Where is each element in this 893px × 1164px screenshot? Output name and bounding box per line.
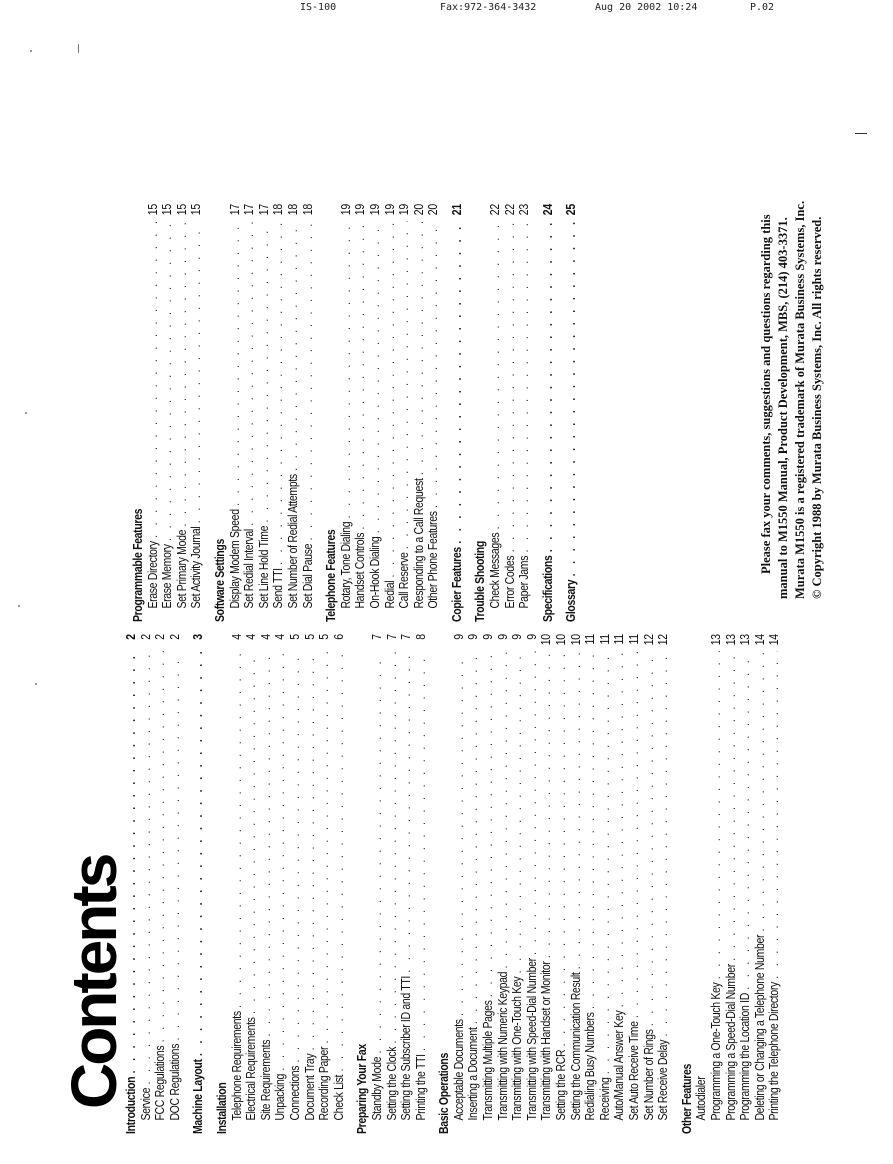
toc-page-number: 24: [540, 204, 555, 216]
toc-entry-title: Set Number of Redial Attempts: [285, 474, 300, 609]
toc-page-number: 17: [256, 204, 271, 216]
toc-entry: [339, 204, 354, 622]
toc-entry: [273, 634, 288, 1134]
toc-entry: [510, 634, 525, 1134]
toc-entry: [694, 634, 709, 1134]
toc-entry-title: Check List: [331, 1074, 346, 1121]
toc-dot-leader: [244, 651, 259, 1014]
toc-entry: [228, 204, 243, 622]
toc-dot-leader: [257, 221, 272, 523]
toc-entry: [368, 204, 383, 622]
toc-entry-title: Service: [138, 1087, 153, 1121]
toc-entry: [466, 634, 481, 1134]
toc-entry: [656, 634, 671, 1134]
toc-entry: [160, 204, 175, 622]
toc-entry: [385, 634, 400, 1134]
toc-entry: [414, 634, 429, 1134]
toc-entry-title: Glossary: [564, 579, 579, 622]
toc-page-number: 19: [367, 204, 382, 216]
toc-entry-title: Erase Memory: [160, 544, 175, 609]
toc-entry-title: On-Hook Dialing: [367, 536, 382, 609]
toc-entry: [189, 204, 204, 622]
toc-page-number: 7: [399, 634, 414, 640]
toc-entry: [288, 634, 303, 1134]
toc-dot-leader: [767, 651, 782, 979]
toc-page-number: 10: [568, 634, 583, 646]
toc-dot-leader: [228, 221, 243, 506]
toc-dot-leader: [353, 221, 368, 529]
toc-section-heading: [437, 634, 452, 1134]
fax-number: Fax:972-364-3432: [440, 2, 537, 13]
toc-entry-title: Inserting a Document: [466, 1027, 481, 1121]
toc-section-heading: [324, 204, 339, 622]
toc-page-number: 25: [564, 204, 579, 216]
toc-entry: [383, 204, 398, 622]
toc-left-column: [124, 634, 782, 1134]
toc-page-number: 11: [597, 634, 612, 645]
toc-entry-title: Auto/Manual Answer Key: [612, 1010, 627, 1121]
toc-dot-leader: [242, 221, 257, 526]
toc-entry: [426, 204, 441, 622]
toc-page-number: 18: [271, 204, 286, 216]
toc-dot-leader: [564, 221, 579, 576]
toc-entry: [709, 634, 724, 1134]
toc-entry-title: Transmitting with One-Touch Key: [510, 976, 525, 1121]
notice-line: Please fax your comments, suggestions and questions regarding this: [759, 214, 773, 574]
toc-dot-leader: [709, 651, 724, 979]
toc-dot-leader: [160, 221, 175, 541]
toc-entry-title: Telephone Requirements: [229, 1011, 244, 1121]
toc-entry-title: Introduction: [124, 1076, 138, 1134]
toc-entry-title: Trouble Shooting: [473, 541, 488, 622]
toc-entry: [397, 204, 412, 622]
toc-page-number: 15: [174, 204, 189, 216]
toc-entry: [767, 634, 782, 1134]
toc-dot-leader: [517, 221, 532, 553]
toc-entry-title: Electrical Requirements: [244, 1017, 259, 1121]
comments-notice: [758, 79, 826, 599]
toc-dot-leader: [488, 221, 503, 529]
toc-dot-leader: [368, 221, 383, 533]
page-mark: [855, 133, 867, 134]
toc-dot-leader: [339, 221, 354, 518]
toc-section-heading: [124, 634, 139, 1134]
toc-entry: [332, 634, 347, 1134]
toc-entry-title: Redial: [382, 580, 397, 609]
toc-page-number: 9: [481, 634, 496, 640]
toc-dot-leader: [175, 221, 190, 527]
toc-dot-leader: [452, 651, 467, 1016]
toc-entry-title: Send TTI: [271, 568, 286, 609]
toc-entry-title: Rotary, Tone Dialing: [338, 521, 353, 609]
toc-page-number: 15: [189, 204, 204, 216]
toc-entry-title: Printing the Telephone Directory: [767, 982, 782, 1121]
toc-dot-leader: [399, 651, 414, 973]
toc-dot-leader: [370, 651, 385, 1054]
toc-entry-title: Recording Paper: [317, 1046, 332, 1121]
toc-entry-title: Copier Features: [449, 547, 464, 622]
toc-dot-leader: [332, 651, 347, 1072]
toc-page-number: 15: [160, 204, 175, 216]
toc-page-number: 10: [539, 634, 554, 646]
toc-dot-leader: [273, 651, 288, 1071]
toc-dot-leader: [271, 221, 286, 565]
toc-entry-title: Setting the Subscriber ID and TTI: [399, 976, 414, 1121]
toc-entry-title: Deleting or Changing a Telephone Number: [752, 934, 767, 1121]
toc-entry-title: Transmitting with Speed-Dial Number: [524, 958, 539, 1121]
toc-page-number: 20: [411, 204, 426, 216]
toc-page-number: 18: [300, 204, 315, 216]
toc-page-number: 6: [331, 634, 346, 640]
toc-dot-leader: [466, 651, 481, 1024]
toc-dot-leader: [301, 221, 316, 540]
toc-entry: [286, 204, 301, 622]
toc-entry-title: Other Features: [679, 1064, 694, 1134]
toc-dot-leader: [554, 651, 569, 1046]
toc-dot-leader: [496, 651, 511, 968]
toc-entry-title: Telephone Features: [324, 529, 339, 622]
toc-page-number: 22: [502, 204, 517, 216]
toc-dot-leader: [412, 221, 427, 475]
toc-dot-leader: [738, 651, 753, 990]
toc-dot-leader: [286, 221, 301, 471]
toc-section-heading: [541, 204, 556, 622]
toc-entry: [153, 634, 168, 1134]
toc-entry-title: Redialing Busy Numbers: [583, 1012, 598, 1121]
toc-page-number: 8: [413, 634, 428, 640]
toc-entry-title: Basic Operations: [437, 1053, 452, 1134]
toc-entry: [399, 634, 414, 1134]
toc-entry-title: Programmable Features: [131, 508, 145, 622]
toc-entry: [496, 634, 511, 1134]
toc-page-number: 14: [767, 634, 782, 646]
toc-entry: [139, 634, 154, 1134]
toc-entry-title: Setting the Communication Result: [568, 972, 583, 1121]
toc-entry-title: Acceptable Documents: [451, 1019, 466, 1121]
toc-entry: [242, 204, 257, 622]
toc-entry-title: Transmitting with Numeric Keypad: [495, 971, 510, 1121]
toc-dot-leader: [426, 221, 441, 508]
toc-page-number: 9: [466, 634, 481, 640]
toc-dot-leader: [168, 651, 183, 1041]
toc-page-number: 5: [287, 634, 302, 640]
toc-page-number: 9: [451, 634, 466, 640]
toc-dot-leader: [642, 651, 657, 1026]
toc-page-number: 11: [583, 634, 598, 645]
toc-entry-title: Document Tray: [302, 1053, 317, 1121]
toc-entry-title: Unpacking: [273, 1073, 288, 1121]
toc-entry: [412, 204, 427, 622]
toc-dot-leader: [230, 651, 245, 1008]
toc-entry-title: Setting the RCR: [554, 1049, 569, 1121]
toc-page-number: 4: [273, 634, 288, 640]
toc-entry-title: Set Activity Journal: [189, 526, 204, 609]
toc-right-column: [131, 204, 579, 622]
toc-entry-title: Programming the Location ID: [738, 993, 753, 1121]
toc-entry: [317, 634, 332, 1134]
toc-entry: [271, 204, 286, 622]
toc-entry: [503, 204, 518, 622]
toc-dot-leader: [383, 221, 398, 577]
toc-entry: [303, 634, 318, 1134]
toc-page-number: 9: [524, 634, 539, 640]
fax-date: Aug 20 2002 10:24: [595, 2, 698, 13]
toc-page-number: 4: [258, 634, 273, 640]
toc-page-number: 12: [641, 634, 656, 646]
toc-entry-title: Transmitting Multiple Pages: [481, 1000, 496, 1121]
toc-page-number: 7: [384, 634, 399, 640]
toc-dot-leader: [124, 651, 139, 1073]
toc-page-number: 2: [124, 634, 138, 640]
toc-entry: [753, 634, 768, 1134]
notice-line: manual to M1550 Manual, Product Development, MBS, (214) 403-3371.: [776, 217, 790, 599]
toc-entry-title: Check Messages: [488, 532, 503, 609]
toc-page-number: 13: [738, 634, 753, 646]
toc-entry-title: Error Codes: [502, 555, 517, 609]
toc-dot-leader: [191, 651, 206, 1056]
toc-dot-leader: [627, 651, 642, 1018]
toc-entry-title: FCC Regulations: [153, 1045, 168, 1121]
toc-section-heading: [564, 204, 579, 622]
toc-entry: [481, 634, 496, 1134]
toc-page-number: 21: [449, 204, 464, 216]
toc-dot-leader: [153, 651, 168, 1042]
toc-page-number: 18: [285, 204, 300, 216]
toc-dot-leader: [753, 651, 768, 931]
toc-entry-title: Autodialer: [694, 1076, 709, 1121]
toc-entry-title: DOC Regulations: [167, 1043, 182, 1121]
toc-page-number: 22: [488, 204, 503, 216]
toc-dot-leader: [612, 651, 627, 1007]
toc-entry: [569, 634, 584, 1134]
toc-section-heading: [680, 634, 695, 1134]
toc-dot-leader: [139, 651, 154, 1085]
toc-entry-title: Preparing Your Fax: [355, 1044, 370, 1134]
toc-entry-title: Programming a Speed-Dial Number: [723, 964, 738, 1121]
toc-entry-title: Set Receive Delay: [656, 1039, 671, 1121]
toc-entry: [168, 634, 183, 1134]
toc-entry-title: Set Redial Interval: [242, 529, 257, 609]
toc-entry: [257, 204, 272, 622]
toc-page-number: 23: [517, 204, 532, 216]
toc-entry: [517, 204, 532, 622]
toc-section-heading: [215, 634, 230, 1134]
toc-dot-leader: [317, 651, 332, 1043]
toc-page-number: 10: [554, 634, 569, 646]
toc-page-number: 13: [723, 634, 738, 646]
toc-dot-leader: [656, 651, 671, 1037]
toc-entry: [488, 204, 503, 622]
toc-page-number: 11: [612, 634, 627, 645]
toc-page-number: 4: [244, 634, 259, 640]
toc-dot-leader: [583, 651, 598, 1009]
toc-entry-title: Set Dial Pause: [300, 543, 315, 609]
toc-entry: [642, 634, 657, 1134]
toc-page-number: 17: [242, 204, 257, 216]
toc-page-number: 11: [627, 634, 641, 645]
toc-entry-title: Set Line Hold Time: [256, 525, 271, 609]
toc-entry-title: Standby Mode: [369, 1056, 384, 1121]
toc-section-heading: [191, 634, 206, 1134]
toc-entry-title: Software Settings: [212, 539, 227, 622]
page-title: Contents: [58, 855, 130, 1109]
toc-page-number: 12: [656, 634, 671, 646]
toc-dot-leader: [481, 651, 496, 997]
toc-entry-title: Machine Layout: [191, 1059, 206, 1134]
toc-dot-leader: [189, 221, 204, 523]
toc-entry-title: Setting the Clock: [384, 1046, 399, 1121]
toc-dot-leader: [541, 221, 556, 552]
toc-entry-title: Printing the TTI: [413, 1054, 428, 1121]
toc-entry-title: Programming a One-Touch Key: [708, 982, 723, 1121]
toc-section-heading: [473, 204, 488, 622]
toc-entry-title: Set Auto Receive Time: [627, 1021, 641, 1121]
toc-dot-leader: [503, 221, 518, 552]
toc-entry: [612, 634, 627, 1134]
toc-entry: [175, 204, 190, 622]
toc-page-number: 19: [382, 204, 397, 216]
toc-section-heading: [213, 204, 228, 622]
toc-dot-leader: [288, 651, 303, 1063]
toc-page-number: 9: [495, 634, 510, 640]
toc-page-number: 13: [708, 634, 723, 646]
toc-entry: [370, 634, 385, 1134]
toc-entry: [452, 634, 467, 1134]
toc-entry: [301, 204, 316, 622]
toc-entry-title: Erase Directory: [145, 541, 160, 609]
toc-dot-leader: [450, 221, 465, 544]
toc-entry: [724, 634, 739, 1134]
toc-entry-title: Transmitting with Handset or Monitor: [539, 961, 554, 1121]
toc-entry-title: Responding to a Call Request: [411, 478, 426, 609]
toc-page-number: 2: [138, 634, 153, 640]
toc-page-number: 19: [397, 204, 412, 216]
toc-entry-title: Other Phone Features: [426, 511, 441, 609]
toc-entry-title: Call Reserve: [397, 552, 412, 609]
notice-line: © Copyright 1988 by Murata Business Systems, Inc. All rights reserved.: [810, 216, 824, 599]
toc-entry-title: Receiving: [597, 1077, 612, 1121]
toc-entry-title: Site Requirements: [258, 1039, 273, 1121]
toc-entry: [353, 204, 368, 622]
toc-dot-leader: [598, 651, 613, 1074]
toc-entry: [525, 634, 540, 1134]
toc-section-heading: [131, 204, 146, 622]
toc-entry: [738, 634, 753, 1134]
toc-entry: [146, 204, 161, 622]
toc-dot-leader: [510, 651, 525, 973]
toc-entry: [598, 634, 613, 1134]
fax-page-number: P.02: [750, 2, 775, 13]
toc-entry-title: Paper Jams: [517, 555, 532, 609]
toc-dot-leader: [724, 651, 739, 961]
toc-page-number: 20: [426, 204, 441, 216]
toc-section-heading: [450, 204, 465, 622]
toc-page-number: 4: [229, 634, 244, 640]
toc-entry: [539, 634, 554, 1134]
toc-entry: [244, 634, 259, 1134]
toc-entry: [230, 634, 245, 1134]
toc-dot-leader: [397, 221, 412, 549]
toc-dot-leader: [539, 651, 554, 958]
toc-dot-leader: [385, 651, 400, 1044]
toc-entry: [554, 634, 569, 1134]
toc-page-number: 14: [752, 634, 767, 646]
toc-entry: [627, 634, 642, 1134]
toc-dot-leader: [146, 221, 161, 538]
toc-entry-title: Connections: [287, 1065, 302, 1121]
toc-entry-title: Installation: [214, 1082, 229, 1134]
toc-entry-title: Set Primary Mode: [174, 529, 189, 609]
toc-page-number: 9: [510, 634, 525, 640]
notice-line: Murata M1550 is a registered trademark of Murata Business Systems, Inc.: [793, 200, 807, 599]
toc-entry-title: Specifications: [540, 555, 555, 622]
toc-page-number: 7: [369, 634, 384, 640]
toc-page-number: 2: [153, 634, 168, 640]
toc-section-heading: [355, 634, 370, 1134]
toc-page-number: 5: [302, 634, 317, 640]
toc-dot-leader: [259, 651, 274, 1037]
toc-page-number: 2: [167, 634, 182, 640]
toc-page-number: 19: [338, 204, 353, 216]
toc-entry-title: Display Modem Speed: [227, 509, 242, 609]
fax-sender-id: IS-100: [300, 2, 337, 13]
toc-page-number: 15: [145, 204, 160, 216]
toc-page-number: 17: [227, 204, 242, 216]
toc-page-number: 3: [191, 634, 206, 640]
toc-entry-title: Set Number of Rings: [641, 1029, 656, 1121]
toc-entry: [583, 634, 598, 1134]
toc-dot-leader: [569, 651, 584, 969]
toc-page-number: 19: [353, 204, 368, 216]
toc-dot-leader: [525, 651, 540, 955]
toc-entry-title: Handset Controls: [353, 532, 368, 609]
toc-dot-leader: [303, 651, 318, 1050]
toc-page-number: 5: [317, 634, 332, 640]
toc-entry: [259, 634, 274, 1134]
toc-dot-leader: [414, 651, 429, 1051]
